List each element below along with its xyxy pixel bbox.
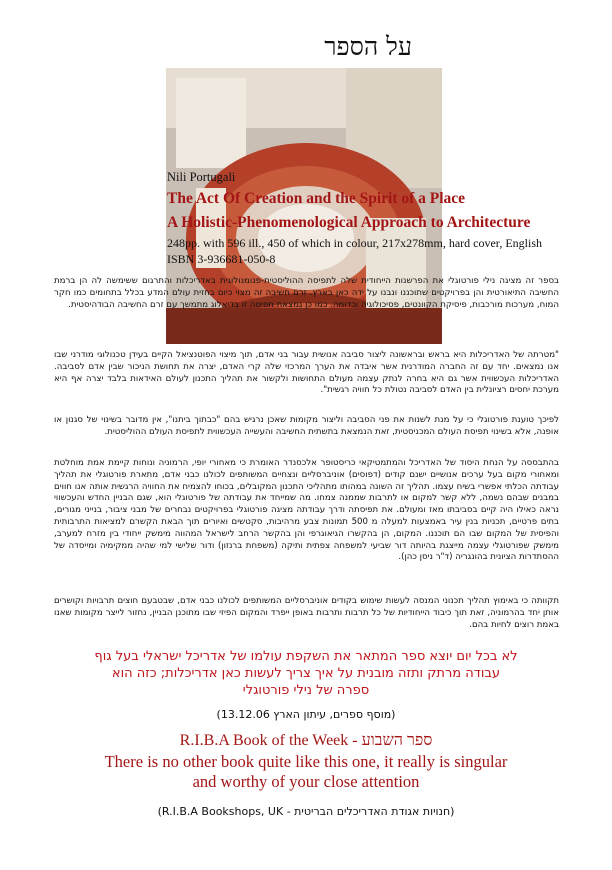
riba-quote-line-1: There is no other book quite like this one, it really is singular bbox=[104, 752, 508, 771]
body-paragraph-4: בהתבססה על הנחת היסוד של האדריכל והמתמטיקאי כריסטופר אלכסנדר האומרת כי מאחורי יופי, הרמוניה ונוחות קיימת אמת מוחלטת ומאחורי מקום בעל ערכים אנושיים ישנם קודים (דפוסים) אוניברסליים ונצחיים המשותפים לכולנו כבני אדם, מתארת פורטוגלי את תהליך עבודתה הכלתי אפשרי בשיח עצמו. תהליך זה השונה במהותו מתהליכי התכנון המקובלים, בכוחו להצמיח את החוויה הרגשית אותה אנו חווים במבנים שבהם נשמה, ללא קשר למקום או לתרבות שממנה צמחו. מה שמייחד את עבודתה של פורטוגלי הוא, שגם הבניין החדש והעכשווי נראה כאילו היה קיים בסביבתו מאז ומעולם. את תפיסתה ודרך עבודתה מציגה פורטוגלי בפרויקטים נבחרים של מבני ציבור, בנייני מגורים, בתים פרטיים, תכניות בנין עיר באמצעות למעלה מ 500 תמונות צבע מרהיבות, סקטשים ואיורים תוך הבאת הקשרם למציאות התרבותית והפיסית של המקום שבו הם תוכננו. המקום, הן בהקשרו הגיאוגרפי והן בהקשר הרחב לישראל המהווה מימשק ייחודי בין מזרח למערב, מימשק שפורטוגלי עצמה מייצגת בהיותה דור שביעי למשפחה צפתית ותיקה (משפחת ברנזון) ודור שלישי למי שהיה ממקימיה ומייסדה של ההסתדרות הציונית בהונגריה (ד"ר ניסן כהן). bbox=[54, 458, 559, 563]
body-paragraph-1: בספר זה מציגה נילי פורטוגלי את הפרשנות הייחודית שלה לתפיסה ההוליסטית-פנומנולוגית באדריכלות והתרגום ששימשה לה הן ברמת החשיבה התיאורטית והן בפרויקטים שתוכננו ונבנו על ידה כאן בארץ. זרם חשיבה זה מצוי כיום בחזית עולם המדע בכלל בתחומים כמו חקר המוח, מערכות מורכבות, פיסיקת הקוונטים, פסיכולוגיה וכדומה. כמו כן נמצאת תפיסה זו בדיאלוג מתמשך עם זרם החשיבה הבודהיסטית. bbox=[54, 276, 559, 310]
riba-quote bbox=[60, 752, 552, 792]
book-specs: 248pp. with 596 ill., 450 of which in colour, 217x278mm, hard cover, English bbox=[167, 236, 542, 250]
body-paragraph-3: לפיכך טוענת פורטוגלי כי על מנת לשנות את פני הסביבה וליצור מקומות שאכן נרגיש בהם "כבתוך ביתנו", אין מדובר בשינוי של סגנון או אופנה, אלא בשינוי תפיסת העולם המכניסטית, זאת הנמצאת בתשתית החשיבה והעשייה העכשווית לתפיסת העולם ההוליסטית. bbox=[54, 415, 559, 437]
riba-source: (חנויות אגודת האדריכלים הבריטית - R.I.B.A Bookshops, UK) bbox=[157, 805, 455, 818]
press-quote-source: (מוסף ספרים, עיתון הארץ 13.12.06) bbox=[216, 708, 396, 721]
body-paragraph-2: "מטרתה של האדריכלות היא בראש ובראשונה ליצור סביבה אנושית עבור בני אדם, תוך מיצוי הפוטנציאל הקיים בעידן טכנולוגי מודרני שבו אנו נמצאים. יחד עם זה החברה המודרנית אשר איבדה את הערך המרכזי שלה קרי האדם, יצרה את תחושת הניכור שבין אדם לסביבה. האדריכלות העכשווית אשר גם היא בחרה לנתק עצמה מעולם התחושות ולקשור את תהליך התכנון לעולם האידאות בלבד יצרה אף היא מערכת יחסים רציונלית בין האדם לסביבה נטולת כל חוויה רגשית". bbox=[54, 350, 559, 396]
book-title: The Act Of Creation and the Spirit of a Place bbox=[167, 190, 466, 207]
body-paragraph-5: תקוותה כי באימוץ תהליך תכנוני המנסה לעשות שימוש בקודים אוניברסליים המשותפים לכולנו כבני אדם, שבטבעם חוצים תרבויות וקושרים אותן יחד בהרמוניה, זאת תוך כיבוד הייחודיות של כל תרבות ותרבות באופן ייפרד והמקום הפיזי שבו מתוכנן הבניין, נחזור לייצר מקומות שאנו באמת רוצים לחיות בהם. bbox=[54, 596, 559, 630]
author-name: Nili Portugali bbox=[167, 170, 236, 184]
riba-quote-line-2: and worthy of your close attention bbox=[192, 772, 420, 791]
press-quote-line-3: ספרה של נילי פורטוגלי bbox=[242, 683, 370, 698]
riba-heading: R.I.B.A Book of the Week - ספר השבוע bbox=[179, 732, 433, 749]
book-subtitle: A Holistic-Phenomenological Approach to Architecture bbox=[167, 214, 531, 231]
press-quote bbox=[60, 648, 552, 699]
press-quote-line-2: עבודה מרתק ותזה מובנית על איך צריך לעשות כאן אדריכלות; כזה הוא bbox=[111, 666, 501, 681]
press-quote-line-1: לא בכל יום יוצא ספר המתאר את השקפת עולמו של אדריכל ישראלי בעל גוף bbox=[94, 649, 518, 664]
page-title: על הספר bbox=[324, 32, 412, 61]
book-isbn: ISBN 3-936681-050-8 bbox=[167, 252, 276, 266]
